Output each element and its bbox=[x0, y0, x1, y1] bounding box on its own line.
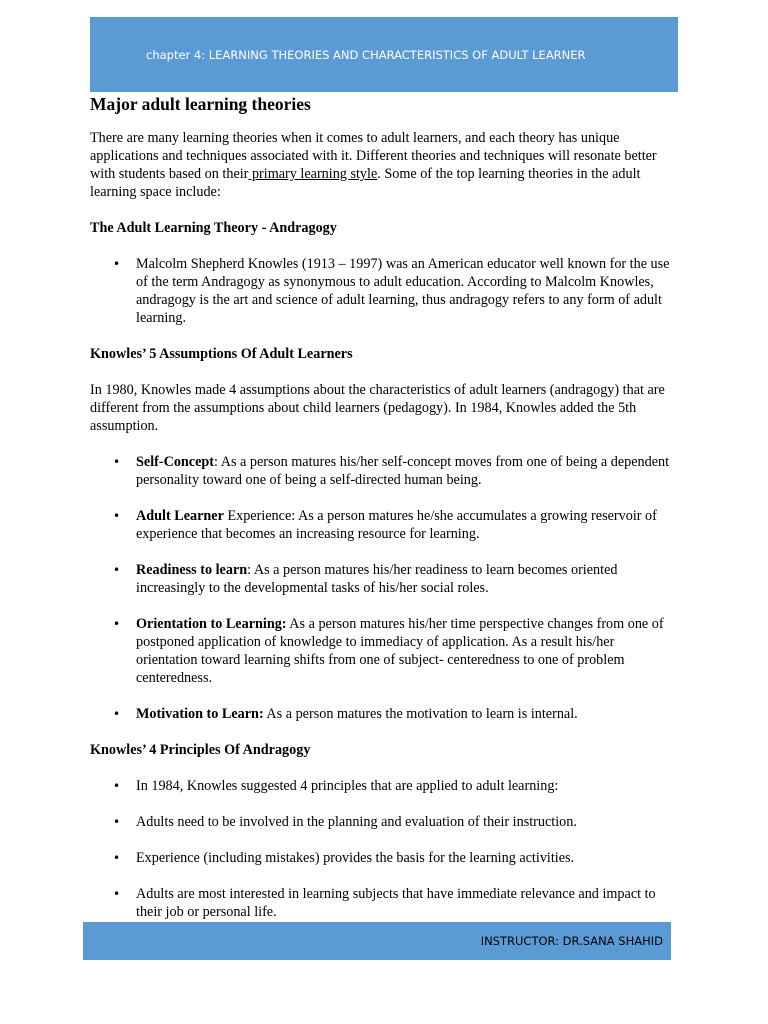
document-body bbox=[90, 93, 678, 921]
list-item bbox=[90, 561, 678, 597]
section-heading-assumptions: Knowles’ 5 Assumptions Of Adult Learners bbox=[90, 346, 353, 362]
item-term: Readiness to learn bbox=[136, 562, 248, 578]
section-heading-andragogy: The Adult Learning Theory - Andragogy bbox=[90, 220, 337, 236]
section-heading-principles: Knowles’ 4 Principles Of Andragogy bbox=[90, 742, 311, 758]
list-item: • Adults are most interested in learning subjects that have immediate relevance and impact to their job or personal life. bbox=[90, 885, 678, 921]
page-footer bbox=[83, 922, 671, 960]
assumptions-list bbox=[90, 453, 678, 723]
item-term: Motivation to Learn: bbox=[136, 706, 264, 722]
principles-list bbox=[90, 777, 678, 921]
list-item: • In 1984, Knowles suggested 4 principles that are applied to adult learning: bbox=[90, 777, 678, 795]
list-item: • Malcolm Shepherd Knowles (1913 – 1997) was an American educator well known for the use of the term Andragogy as synonymous to adult education. According to Malcolm Knowles, andragogy is the art and science of adult learning, thus andragogy refers to any form of adult learning. bbox=[90, 255, 678, 327]
item-text: As a person matures the motivation to learn is internal. bbox=[263, 706, 578, 722]
page-title: Major adult learning theories bbox=[90, 94, 311, 114]
list-item bbox=[90, 507, 678, 543]
intro-text-start: There are many learning theories when it comes to adult learners, and each theory has unique applications and techniques associated with it. Different theories and techniques will resonate better with students based on their bbox=[90, 130, 657, 182]
item-term: Adult Learner bbox=[136, 508, 224, 524]
list-item bbox=[90, 705, 678, 723]
item-text: : As a person matures his/her self-concept moves from one of being a dependent personality toward one of being a self-directed human being. bbox=[136, 454, 670, 488]
item-term: Self-Concept bbox=[136, 454, 215, 470]
item-text: As a person matures his/her time perspective changes from one of postponed application of knowledge to immediacy of application. As a result his/her orientation toward learning shifts from one of subject- centeredness to one of problem centeredness. bbox=[136, 616, 664, 686]
footer-instructor: INSTRUCTOR: DR.SANA SHAHID bbox=[480, 934, 663, 948]
item-text: : As a person matures his/her readiness to learn becomes oriented increasingly to the developmental tasks of his/her social roles. bbox=[136, 562, 618, 596]
item-term: Orientation to Learning: bbox=[136, 616, 287, 632]
assumptions-paragraph: In 1980, Knowles made 4 assumptions about the characteristics of adult learners (andragogy) that are different from the assumptions about child learners (pedagogy). In 1984, Knowles added the 5th assumption. bbox=[90, 382, 665, 434]
list-item bbox=[90, 453, 678, 489]
item-text: Experience: As a person matures he/she accumulates a growing reservoir of experience that becomes an increasing resource for learning. bbox=[136, 508, 657, 542]
intro-text-end: . Some of the top learning theories in the adult learning space include: bbox=[90, 166, 641, 200]
intro-paragraph bbox=[90, 129, 678, 201]
header-text: chapter 4: LEARNING THEORIES AND CHARACTERISTICS OF ADULT LEARNER bbox=[146, 48, 586, 62]
primary-learning-style-link[interactable]: primary learning style bbox=[248, 166, 378, 182]
list-item: • Experience (including mistakes) provides the basis for the learning activities. bbox=[90, 849, 678, 867]
page-header bbox=[90, 17, 678, 92]
list-item: • Adults need to be involved in the planning and evaluation of their instruction. bbox=[90, 813, 678, 831]
list-item bbox=[90, 615, 678, 687]
andragogy-list bbox=[90, 255, 678, 327]
